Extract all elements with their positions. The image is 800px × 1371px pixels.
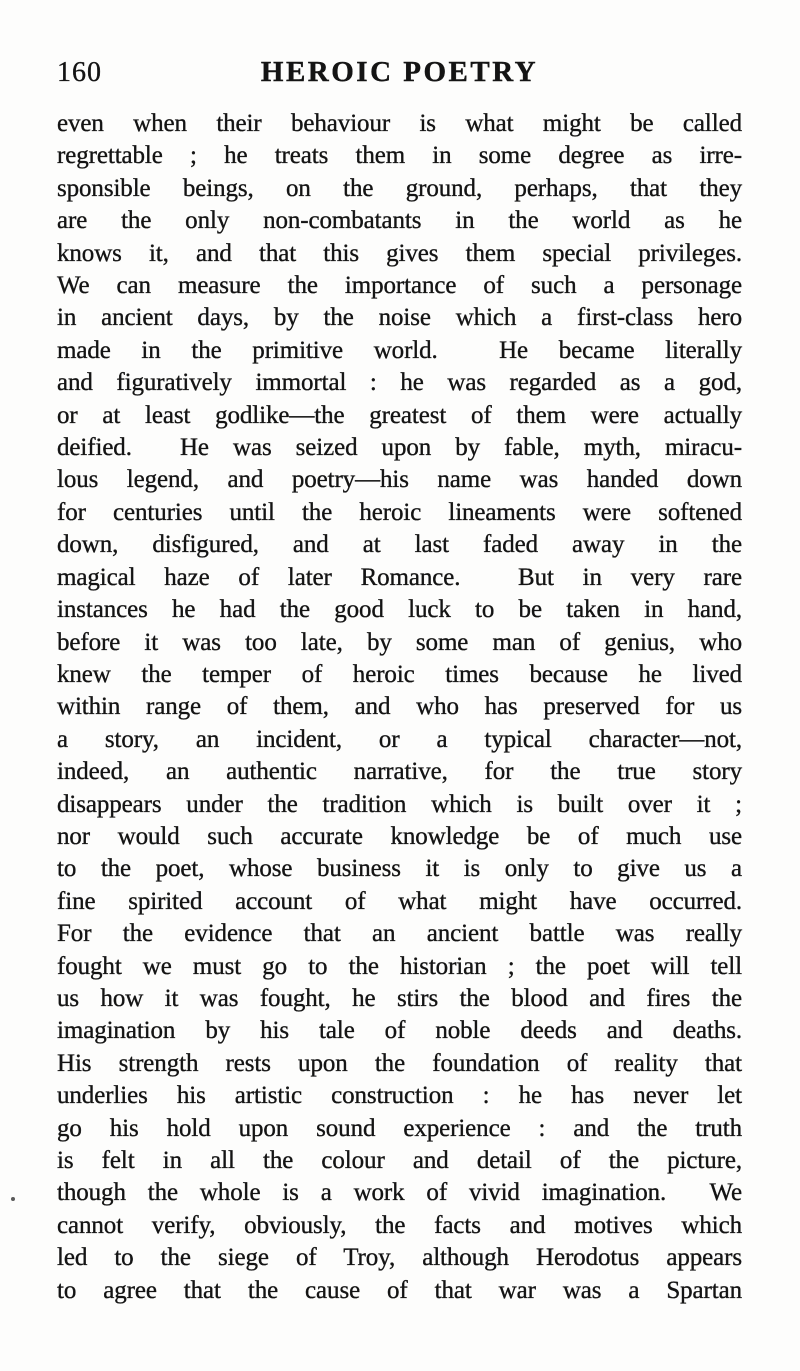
text-line: a story, an incident, or a typical character—not,: [57, 725, 742, 753]
text-line: imagination by his tale of noble deeds and deaths.: [57, 1017, 742, 1045]
text-line: within range of them, and who has preserved for us: [57, 693, 742, 721]
text-line: We can measure the importance of such a personage: [57, 272, 742, 300]
text-line: regrettable ; he treats them in some degree as irre-: [57, 142, 742, 170]
text-line: before it was too late, by some man of genius, who: [57, 628, 742, 656]
text-line: to the poet, whose business it is only to give us a: [57, 855, 742, 883]
text-line: for centuries until the heroic lineaments were softened: [57, 498, 742, 526]
text-line: magical haze of later Romance. But in very rare: [57, 563, 742, 591]
scan-speck-artifact: [11, 1197, 15, 1201]
text-line: though the whole is a work of vivid imagination. We: [57, 1179, 742, 1207]
text-line: disappears under the tradition which is built over it ;: [57, 790, 742, 818]
text-line: instances he had the good luck to be taken in hand,: [57, 596, 742, 624]
text-line: to agree that the cause of that war was a Spartan: [57, 1276, 742, 1304]
text-line: lous legend, and poetry—his name was handed down: [57, 466, 742, 494]
text-line: down, disfigured, and at last faded away in the: [57, 531, 742, 559]
text-line: in ancient days, by the noise which a first-class hero: [57, 304, 742, 332]
text-line: made in the primitive world. He became literally: [57, 336, 742, 364]
text-line: knows it, and that this gives them special privileges.: [57, 239, 742, 267]
text-line: or at least godlike—the greatest of them were actually: [57, 401, 742, 429]
text-line: nor would such accurate knowledge be of much use: [57, 822, 742, 850]
text-line: are the only non-combatants in the world as he: [57, 207, 742, 235]
text-line: His strength rests upon the foundation of reality that: [57, 1049, 742, 1077]
text-line: cannot verify, obviously, the facts and motives which: [57, 1211, 742, 1239]
text-line: go his hold upon sound experience : and the truth: [57, 1114, 742, 1142]
text-line: fine spirited account of what might have occurred.: [57, 887, 742, 915]
text-line: us how it was fought, he stirs the blood and fires the: [57, 984, 742, 1012]
text-line: indeed, an authentic narrative, for the true story: [57, 758, 742, 786]
text-line: knew the temper of heroic times because he lived: [57, 660, 742, 688]
text-line: and figuratively immortal : he was regarded as a god,: [57, 369, 742, 397]
page-body-text: [57, 108, 742, 1307]
text-line: deified. He was seized upon by fable, myth, miracu-: [57, 434, 742, 462]
text-line: For the evidence that an ancient battle was really: [57, 920, 742, 948]
text-line: led to the siege of Troy, although Herodotus appears: [57, 1244, 742, 1272]
page-header: [57, 55, 742, 89]
text-line: underlies his artistic construction : he has never let: [57, 1082, 742, 1110]
page-number: 160: [57, 57, 102, 88]
text-line: even when their behaviour is what might be called: [57, 110, 742, 137]
text-line: fought we must go to the historian ; the poet will tell: [57, 952, 742, 980]
text-line: sponsible beings, on the ground, perhaps, that they: [57, 174, 742, 202]
text-line: is felt in all the colour and detail of the picture,: [57, 1147, 742, 1174]
running-title: HEROIC POETRY: [260, 56, 539, 88]
